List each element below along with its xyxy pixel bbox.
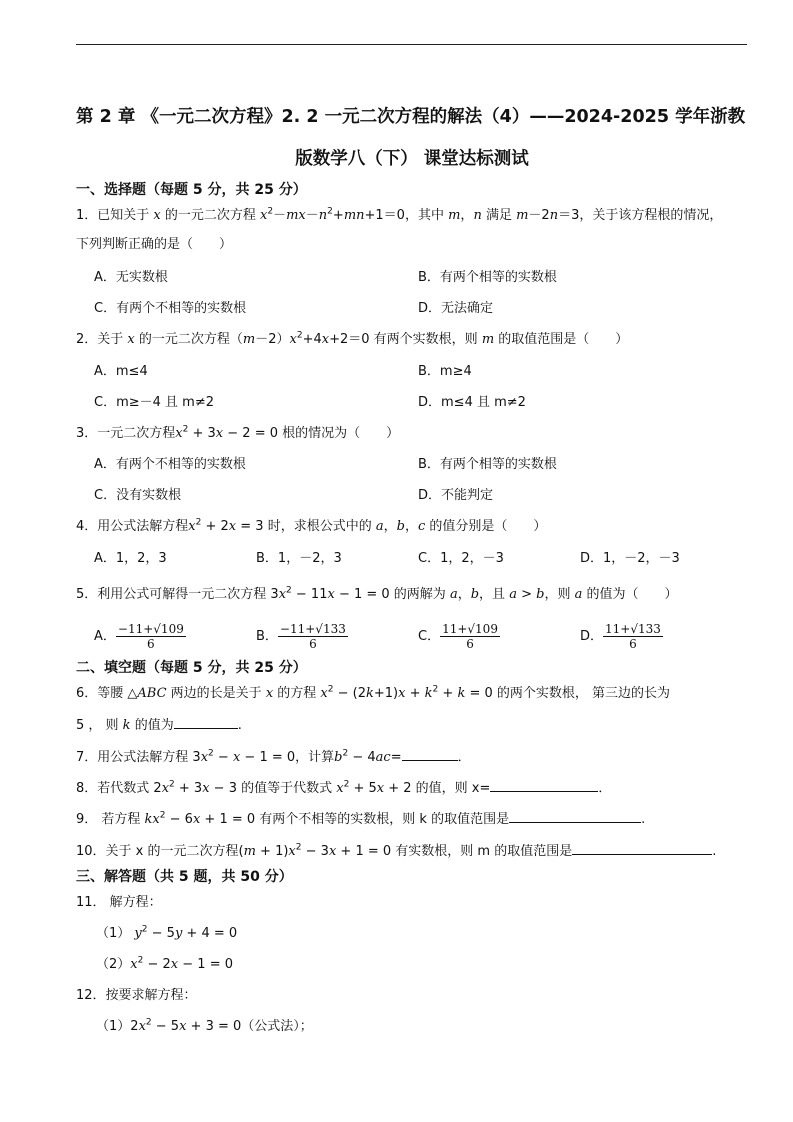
q4-option-c: C．1，2，－3 [418, 551, 504, 566]
question-8-stem: 8．若代数式 $2x^2 + 3x - 3$ 的值等于代数式 $x^2 + 5x + 2$ 的值，则 x= ． [76, 779, 612, 796]
q7-answer-blank[interactable] [402, 747, 458, 761]
question-7-stem: 7．用公式法解方程 $3x^2 - x - 1 = 0$，计算$b^2 - 4ac=$ ． [76, 748, 471, 765]
section-heading-choice: 一、选择题（每题 5 分，共 25 分） [76, 182, 307, 198]
question-5-stem: 5．利用公式可解得一元二次方程 $3x^2 - 11x - 1 = 0$ 的两解为 a，b，且 a > b，则 a 的值为（ ） [76, 585, 678, 602]
q3-option-d: D．不能判定 [418, 488, 494, 503]
question-1-stem: 1．已知关于 x 的一元二次方程 $x^2-mx-n^2+mn+1=0$，其中 m，n 满足 m－2n＝3，关于该方程根的情况， [76, 206, 723, 223]
q1-option-b: B．有两个相等的实数根 [418, 270, 557, 285]
q3-option-a: A．有两个不相等的实数根 [94, 457, 246, 472]
question-10-stem: 10．关于 x 的一元二次方程$(m + 1)x^2 - 3x + 1 = 0$ 有实数根，则 m 的取值范围是 . [76, 842, 717, 859]
question-11-part1: （1） $y^2 - 5y + 4 = 0$ [96, 924, 238, 941]
q9-answer-blank[interactable] [509, 809, 641, 823]
q4-option-a: A．1，2，3 [94, 551, 167, 566]
section-heading-solve: 三、解答题（共 5 题，共 50 分） [76, 869, 293, 885]
doc-title-line1: 第 2 章 《一元二次方程》2. 2 一元二次方程的解法（4）——2024-2025 学年浙教 [76, 107, 746, 127]
q5-option-b: B． $\frac{-11+√133}{6}$ [256, 622, 346, 651]
question-6-stem: 6．等腰 △ABC 两边的长是关于 x 的方程 $x^2 - (2k+1)x + k^2 + k = 0$ 的两个实数根， 第三边的长为 [76, 684, 671, 701]
q5-option-a: A． $\frac{-11+√109}{6}$ [94, 622, 184, 651]
question-1-stem-line2: 下列判断正确的是（ ） [76, 237, 233, 252]
doc-title-line2: 版数学八（下） 课堂达标测试 [295, 149, 529, 169]
q3-option-b: B．有两个相等的实数根 [418, 457, 557, 472]
q5-option-c: C． $\frac{11+√109}{6}$ [418, 622, 498, 651]
q4-option-d: D．1，－2，－3 [580, 551, 680, 566]
q2-option-a: A．m≤4 [94, 364, 148, 379]
header-rule [76, 44, 747, 45]
q1-option-c: C．有两个不相等的实数根 [94, 301, 247, 316]
q8-answer-blank[interactable] [490, 778, 598, 792]
q3-option-c: C．没有实数根 [94, 488, 182, 503]
q2-option-c: C．m≥－4 且 m≠2 [94, 395, 214, 410]
q5-option-b-fraction: $\frac{-11+√133}{6}$ [279, 622, 346, 651]
question-3-stem: 3．一元二次方程$x^2 + 3x - 2 = 0$ 根的情况为（ ） [76, 424, 400, 441]
question-6-stem-line2: 5 ， 则 k 的值为 . [76, 715, 242, 736]
q5-option-c-fraction: $\frac{11+√109}{6}$ [442, 622, 498, 651]
question-2-stem: 2．关于 x 的一元二次方程$(m-2)x^2+4x+2=0$ 有两个实数根，则 m 的取值范围是（ ） [76, 330, 629, 347]
question-4-stem: 4．用公式法解方程$x^2 + 2x = 3$ 时，求根公式中的 a，b，c 的值分别是（ ） [76, 517, 547, 534]
question-12-part1: $(1)2x^2 - 5x + 3 = 0$（公式法）； [96, 1017, 313, 1034]
question-12-stem: 12．按要求解方程： [76, 988, 197, 1003]
question-11-stem: 11． 解方程： [76, 895, 162, 910]
q6-answer-blank[interactable] [174, 715, 238, 729]
question-9-stem: 9． 若方程 $kx^2 - 6x + 1 = 0$ 有两个不相等的实数根，则 k 的取值范围是 . [76, 810, 646, 827]
q1-option-d: D．无法确定 [418, 301, 494, 316]
q10-answer-blank[interactable] [572, 841, 712, 855]
q5-option-a-fraction: $\frac{-11+√109}{6}$ [117, 622, 184, 651]
q1-option-a: A．无实数根 [94, 270, 168, 285]
q2-option-b: B．m≥4 [418, 364, 472, 379]
q5-option-d: D． $\frac{11+√133}{6}$ [580, 622, 661, 651]
question-11-part2: $(2)x^2 - 2x - 1 = 0$ [96, 955, 233, 972]
q4-option-b: B．1，－2，3 [256, 551, 342, 566]
q2-option-d: D．m≤4 且 m≠2 [418, 395, 526, 410]
q5-option-d-fraction: $\frac{11+√133}{6}$ [605, 622, 661, 651]
section-heading-fill: 二、填空题（每题 5 分，共 25 分） [76, 660, 307, 676]
